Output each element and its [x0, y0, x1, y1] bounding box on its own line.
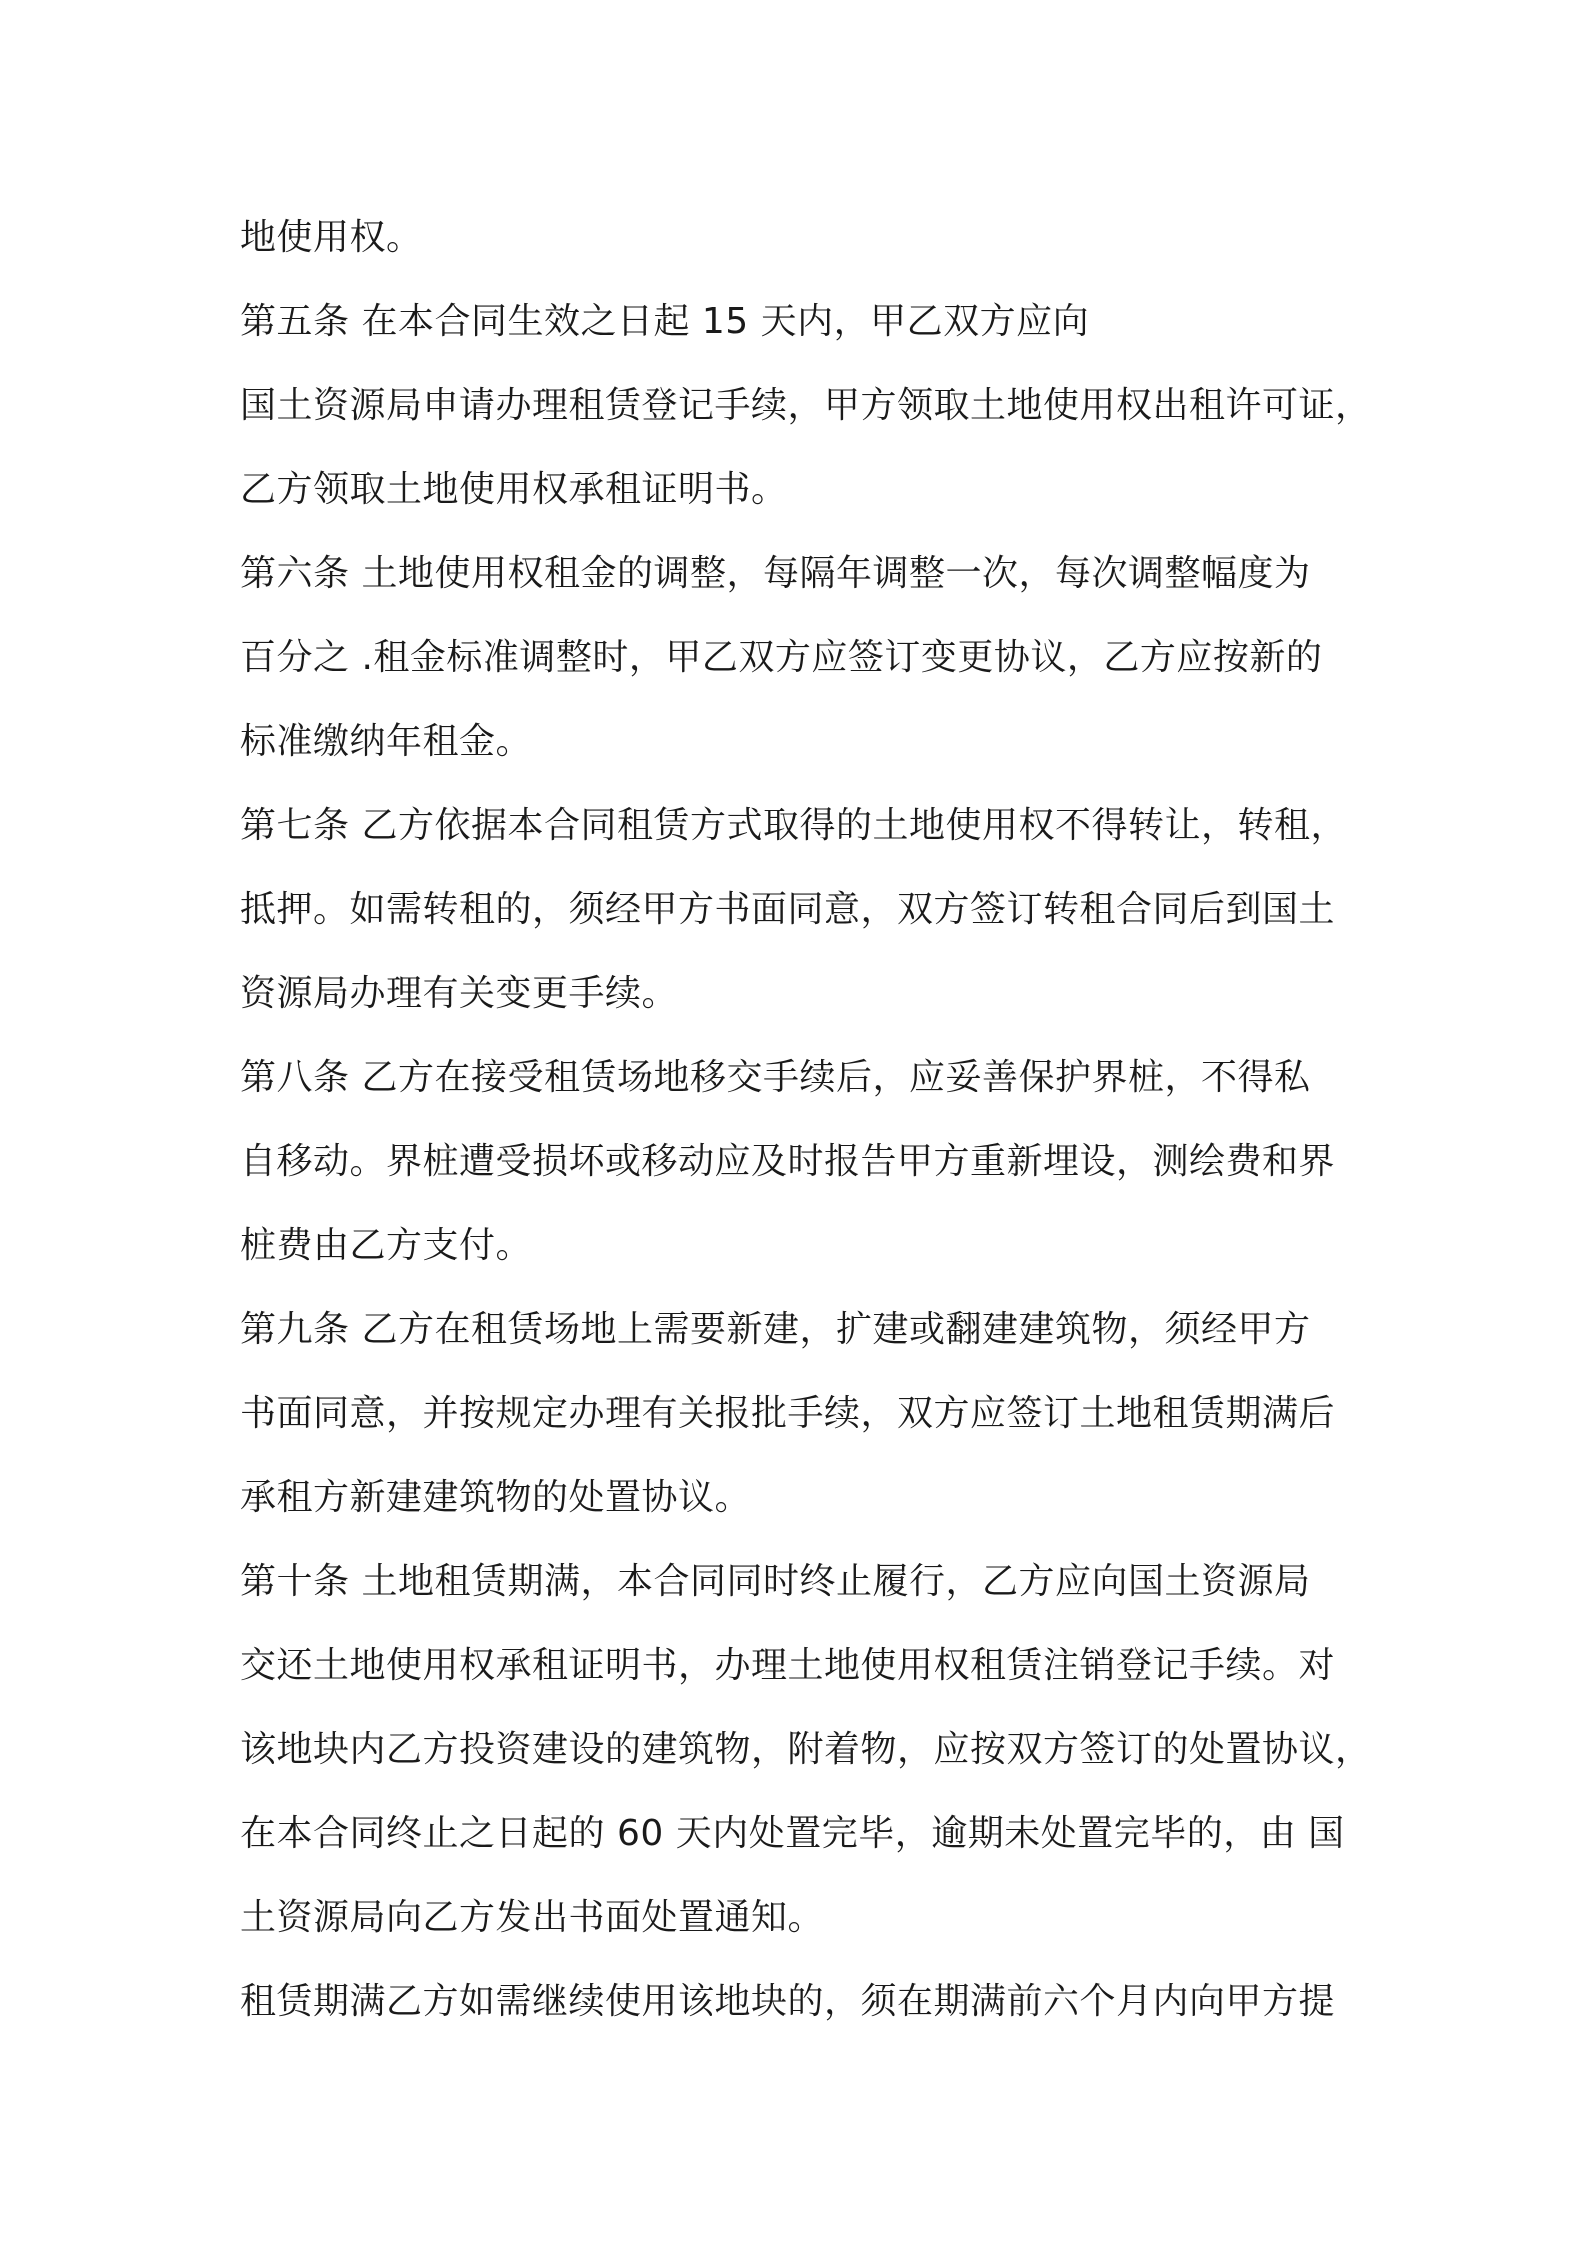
text-line: 百分之 .租金标准调整时，甲乙双方应签订变更协议，乙方应按新的 [240, 637, 1323, 678]
contract-text [240, 196, 1372, 2044]
text-line: 书面同意，并按规定办理有关报批手续，双方应签订土地租赁期满后 [240, 1393, 1336, 1434]
clause-8-heading-line: 第八条 乙方在接受租赁场地移交手续后，应妥善保护界桩，不得私 [240, 1057, 1311, 1098]
clause-6-heading-line: 第六条 土地使用权租金的调整，每隔年调整一次，每次调整幅度为 [240, 553, 1311, 594]
text-line: 交还土地使用权承租证明书，办理土地使用权租赁注销登记手续。对 [240, 1645, 1336, 1686]
text-line: 在本合同终止之日起的 60 天内处置完毕，逾期未处置完毕的，由 国 [240, 1813, 1345, 1854]
text-line: 地使用权。 [240, 217, 423, 258]
clause-7-heading-line: 第七条 乙方依据本合同租赁方式取得的土地使用权不得转让，转租， [240, 805, 1347, 846]
text-line: 桩费由乙方支付。 [240, 1225, 533, 1266]
text-line: 抵押。如需转租的，须经甲方书面同意，双方签订转租合同后到国土 [240, 889, 1336, 930]
text-line: 资源局办理有关变更手续。 [240, 973, 679, 1014]
clause-10-heading-line: 第十条 土地租赁期满，本合同同时终止履行，乙方应向国土资源局 [240, 1561, 1311, 1602]
clause-9-heading-line: 第九条 乙方在租赁场地上需要新建，扩建或翻建建筑物，须经甲方 [240, 1309, 1311, 1350]
text-line: 国土资源局申请办理租赁登记手续，甲方领取土地使用权出租许可证， [240, 385, 1372, 426]
text-line: 标准缴纳年租金。 [240, 721, 533, 762]
text-line: 土资源局向乙方发出书面处置通知。 [240, 1897, 825, 1938]
text-line: 自移动。界桩遭受损坏或移动应及时报告甲方重新埋设，测绘费和界 [240, 1141, 1336, 1182]
text-line: 乙方领取土地使用权承租证明书。 [240, 469, 788, 510]
clause-5-heading-line: 第五条 在本合同生效之日起 15 天内，甲乙双方应向 [240, 301, 1090, 342]
text-line: 租赁期满乙方如需继续使用该地块的，须在期满前六个月内向甲方提 [240, 1981, 1336, 2022]
text-line: 该地块内乙方投资建设的建筑物，附着物，应按双方签订的处置协议， [240, 1729, 1372, 1770]
text-line: 承租方新建建筑物的处置协议。 [240, 1477, 752, 1518]
